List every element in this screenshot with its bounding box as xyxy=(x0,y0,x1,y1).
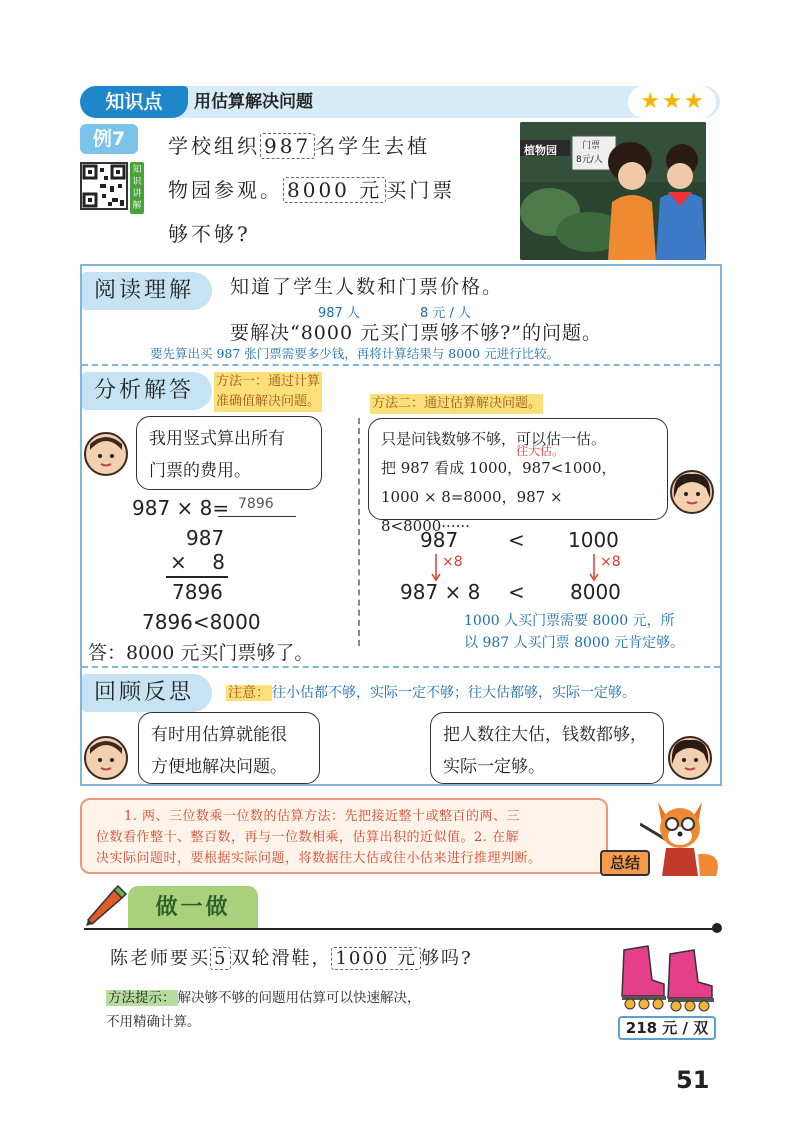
bubble-review-left: 有时用估算就能很 方便地解决问题。 xyxy=(138,712,320,784)
page-number: 51 xyxy=(676,1066,710,1094)
answer: 答：8000 元买门票够了。 xyxy=(88,642,314,664)
example-problem-text: 学校组织 987 名学生去植 物园参观。 8000 元 买门票 够不够? xyxy=(168,134,456,246)
star-icon: ★ xyxy=(683,89,704,114)
estimate-right2: 8000 xyxy=(570,580,621,604)
estimate-left: 987 xyxy=(420,528,459,552)
times8-left: ×8 xyxy=(442,554,463,570)
reading-hint: 要先算出买 987 张门票需要多少钱，再将计算结果与 8000 元进行比较。 xyxy=(150,346,560,361)
estimate-lt2: < xyxy=(508,580,525,604)
garden-sign: 植物园 xyxy=(524,144,557,157)
method2-label: 方法二：通过估算解决问题。 xyxy=(370,394,543,414)
practice-divider xyxy=(84,928,720,930)
fox-teacher-icon xyxy=(640,794,724,882)
review-tab: 回顾反思 xyxy=(82,674,212,712)
reading-tab: 阅读理解 xyxy=(82,272,212,310)
reading-line1: 知道了学生人数和门票价格。 xyxy=(230,276,504,298)
difficulty-stars xyxy=(628,86,716,118)
estimate-left2: 987 × 8 xyxy=(400,580,481,604)
botanical-garden-illustration xyxy=(520,122,706,260)
method1-label: 方法一：通过计算 准确值解决问题。 xyxy=(214,372,322,412)
star-icon: ★ xyxy=(662,89,682,114)
reading-note-price: 8 元 / 人 xyxy=(420,306,472,321)
estimate-right: 1000 xyxy=(568,528,619,552)
pencil-icon xyxy=(84,884,128,932)
divider xyxy=(82,666,720,668)
qr-code-icon[interactable] xyxy=(80,162,128,210)
practice-title: 做一做 xyxy=(128,886,258,930)
qr-label: 知识讲解 xyxy=(130,162,144,214)
divider xyxy=(82,364,720,366)
bubble-method2: 只是问钱数够不够，可以估一估。 把 987 看成 1000，987<1000， 1000 × 8=8000，987 × 8<8000······ xyxy=(368,418,668,520)
price-tag: 218 元 / 双 xyxy=(618,1016,716,1040)
girl-avatar xyxy=(670,470,714,514)
analysis-tab: 分析解答 xyxy=(82,372,212,410)
ticket-sign-price: 8元/人 xyxy=(576,155,603,165)
boy-avatar xyxy=(84,432,128,476)
summary-text: 1. 两、三位数乘一位数的估算方法：先把接近整十或整百的两、三 位数看作整十、整百数，再与一位数相乘，估算出积的近似值。2. 在解 决实际问题时，要根据实际问题，将数据往大估或往小估来进行推理判断。 xyxy=(96,809,542,866)
times8-right: ×8 xyxy=(600,554,621,570)
bubble-review-right: 把人数往大估，钱数都够， 实际一定够。 xyxy=(430,712,664,784)
review-note: 注意： 往小估都不够，实际一定不够；往大估都够，实际一定够。 xyxy=(228,685,636,701)
estimate-conclusion: 1000 人买门票需要 8000 元，所 以 987 人买门票 8000 元肯定够。 xyxy=(464,613,685,651)
section-title: 用估算解决问题 xyxy=(194,92,313,112)
equation-answer: 7896 xyxy=(238,496,274,512)
reading-note-people: 987 人 xyxy=(318,306,360,321)
equation: 987 × 8= xyxy=(132,496,230,520)
comparison: 7896<8000 xyxy=(142,610,261,634)
summary-tag: 总结 xyxy=(600,850,650,876)
boy-avatar xyxy=(84,736,128,780)
example-tag: 例7 xyxy=(80,124,138,154)
roller-skates-icon xyxy=(618,940,718,1016)
vertical-line xyxy=(166,576,228,578)
vertical-mul: × 8 xyxy=(170,550,225,574)
vertical-result: 7896 xyxy=(172,580,223,604)
knowledge-point-tag: 知识点 xyxy=(80,86,188,118)
vertical-top: 987 xyxy=(186,526,225,550)
method-tip: 方法提示： 解决够不够的问题用估算可以快速解决， 不用精确计算。 xyxy=(106,990,421,1030)
reading-line2: 要解决“8000 元买门票够不够?”的问题。 xyxy=(230,322,603,344)
divider-dot xyxy=(712,923,722,933)
method-divider xyxy=(358,418,360,646)
estimate-up-note: 往大估。 xyxy=(516,444,565,458)
ticket-sign-title: 门票 xyxy=(582,141,601,151)
girl-avatar xyxy=(668,736,712,780)
estimate-lt: < xyxy=(508,528,525,552)
bubble-method1: 我用竖式算出所有 门票的费用。 xyxy=(136,416,322,490)
star-icon: ★ xyxy=(640,89,661,114)
answer-line xyxy=(218,516,296,517)
practice-question: 陈老师要买 5 双轮滑鞋， 1000 元 够吗? xyxy=(110,948,473,969)
